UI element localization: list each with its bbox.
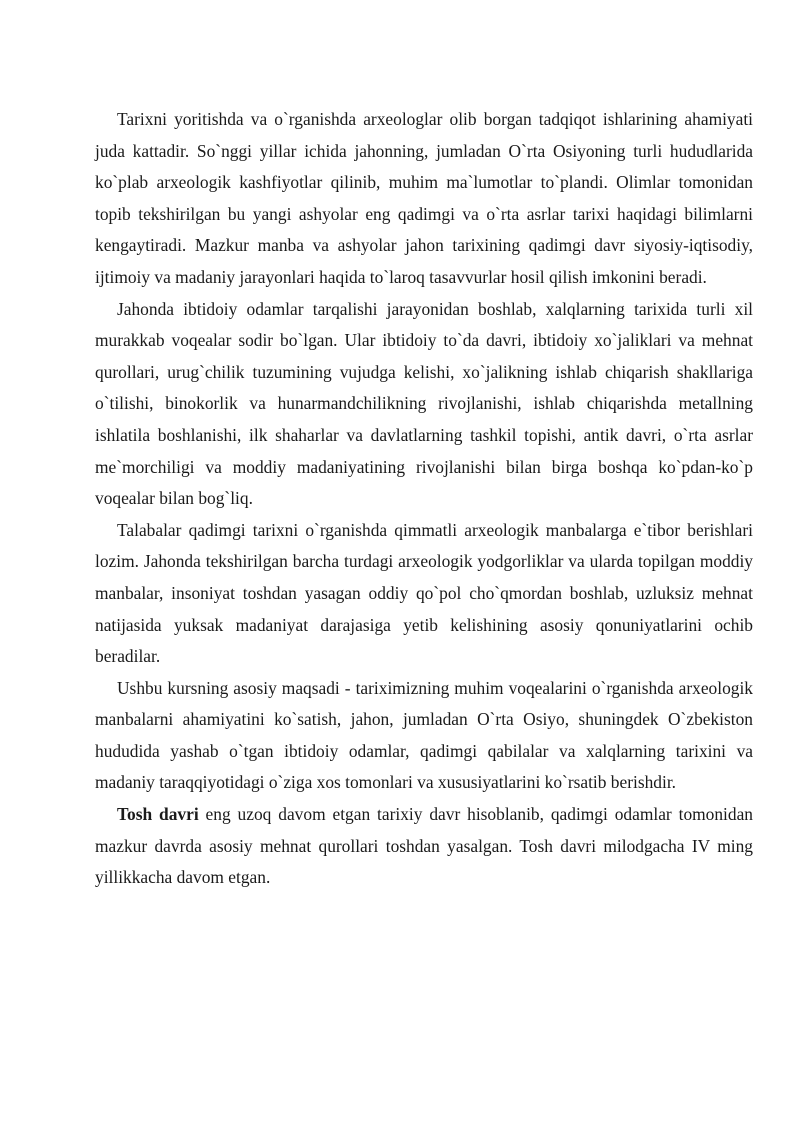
- paragraph-5-bold-term: Tosh davri: [117, 804, 199, 825]
- paragraph-1-text: Tarixni yoritishda va o`rganishda arxeologlar olib borgan tadqiqot ishlarining ahamiyati juda kattadir. So`nggi yillar ichida jahonning, jumladan O`rta Osiyoning turli hududlarida ko`plab arxeologik kashfiyotlar qilinib, muhim ma`lumotlar to`plandi. Olimlar tomonidan topib tekshirilgan bu yangi ashyolar eng qadimgi va o`rta asrlar tarixi haqidagi bilimlarni kengaytiradi. Mazkur manba va ashyolar jahon tarixining qadimgi davr siyosiy-iqtisodiy, ijtimoiy va madaniy jarayonlari haqida to`laroq tasavvurlar hosil qilish imkonini beradi.: [95, 109, 753, 287]
- paragraph-4: [95, 673, 753, 799]
- paragraph-1: [95, 104, 753, 294]
- paragraph-2: [95, 294, 753, 515]
- paragraph-4-text: Ushbu kursning asosiy maqsadi - tariximizning muhim voqealarini o`rganishda arxeologik manbalarni ahamiyatini ko`satish, jahon, jumladan O`rta Osiyo, shuningdek O`zbekiston hududida yashab o`tgan ibtidoiy odamlar, qadimgi qabilalar va xalqlarning tarixini va madaniy taraqqiyotidagi o`ziga xos tomonlari va xususiyatlarini ko`rsatib berishdir.: [95, 677, 753, 793]
- paragraph-5: [95, 799, 753, 894]
- paragraph-2-text: Jahonda ibtidoiy odamlar tarqalishi jarayonidan boshlab, xalqlarning tarixida turli xil murakkab voqealar sodir bo`lgan. Ular ibtidoiy to`da davri, ibtidoiy xo`jaliklari va mehnat qurollari, urug`chilik tuzumining vujudga kelishi, xo`jalikning ishlab chiqarish shakllariga o`tilishi, binokorlik va hunarmandchilikning rivojlanishi, ishlab chiqarishda metallning ishlatila boshlanishi, ilk shaharlar va davlatlarning tashkil topishi, antik davri, o`rta asrlar me`morchiligi va moddiy madaniyatining rivojlanishi bilan birga boshqa ko`pdan-ko`p voqealar bilan bog`liq.: [95, 298, 753, 509]
- document-page: [95, 104, 753, 894]
- paragraph-3: [95, 515, 753, 673]
- paragraph-3-text: Talabalar qadimgi tarixni o`rganishda qimmatli arxeologik manbalarga e`tibor berishlari lozim. Jahonda tekshirilgan barcha turdagi arxeologik yodgorliklar va ularda topilgan moddiy manbalar, insoniyat toshdan yasagan oddiy qo`pol cho`qmordan boshlab, uzluksiz mehnat natijasida yuksak madaniyat darajasiga yetib kelishining asosiy qonuniyatlarini ochib beradilar.: [95, 519, 753, 667]
- paragraph-5-text: eng uzoq davom etgan tarixiy davr hisoblanib, qadimgi odamlar tomonidan mazkur davrda asosiy mehnat qurollari toshdan yasalgan. Tosh davri milodgacha IV ming yillikkacha davom etgan.: [95, 804, 753, 888]
